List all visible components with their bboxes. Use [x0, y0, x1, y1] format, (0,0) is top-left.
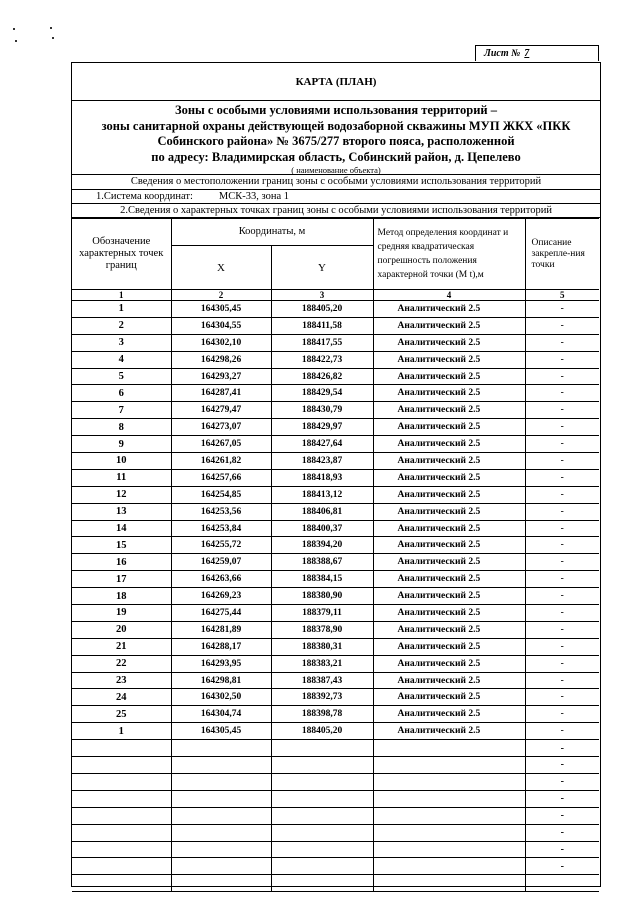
empty-cell [72, 807, 171, 824]
cell-point: 18 [72, 588, 171, 605]
empty-cell [171, 807, 271, 824]
cell-point: 1 [72, 723, 171, 740]
cell-desc: - [525, 655, 599, 672]
cell-method: Аналитический 2.5 [373, 469, 525, 486]
empty-table-row [72, 858, 599, 875]
cell-method: Аналитический 2.5 [373, 453, 525, 470]
coord-system-value: МСК-33, зона 1 [218, 191, 290, 202]
table-row [72, 571, 599, 588]
cell-method: Аналитический 2.5 [373, 638, 525, 655]
cell-method: Аналитический 2.5 [373, 655, 525, 672]
cell-desc: - [525, 469, 599, 486]
cell-y: 188388,67 [271, 554, 373, 571]
cell-desc: - [525, 790, 599, 807]
cell-point: 7 [72, 402, 171, 419]
cell-x: 164259,07 [171, 554, 271, 571]
cell-y: 188411,58 [271, 317, 373, 334]
cell-x: 164255,72 [171, 537, 271, 554]
cell-desc: - [525, 824, 599, 841]
cell-desc: - [525, 807, 599, 824]
cell-desc: - [525, 723, 599, 740]
cell-desc: - [525, 605, 599, 622]
empty-cell [373, 824, 525, 841]
cell-desc: - [525, 858, 599, 875]
header-y: Y [271, 246, 373, 290]
cell-point: 16 [72, 554, 171, 571]
sheet-number: 7 [524, 48, 530, 59]
cell-method: Аналитический 2.5 [373, 402, 525, 419]
cell-method: Аналитический 2.5 [373, 723, 525, 740]
empty-cell [72, 875, 171, 892]
sheet-label: Лист № [484, 48, 521, 59]
cell-method: Аналитический 2.5 [373, 588, 525, 605]
cell-method: Аналитический 2.5 [373, 706, 525, 723]
cell-method: Аналитический 2.5 [373, 436, 525, 453]
column-number: 1 [72, 290, 171, 301]
cell-y: 188379,11 [271, 605, 373, 622]
scan-speck [13, 28, 15, 30]
table-row [72, 419, 599, 436]
cell-desc: - [525, 621, 599, 638]
points-table [72, 218, 599, 892]
empty-cell [271, 858, 373, 875]
cell-method: Аналитический 2.5 [373, 317, 525, 334]
cell-desc [525, 875, 599, 892]
location-heading: Сведения о местоположении границ зоны с особыми условиями использования территорий [72, 175, 600, 190]
empty-cell [373, 858, 525, 875]
cell-point: 9 [72, 436, 171, 453]
cell-y: 188430,79 [271, 402, 373, 419]
cell-desc: - [525, 841, 599, 858]
empty-cell [72, 790, 171, 807]
points-table-body [72, 301, 599, 892]
table-row [72, 351, 599, 368]
cell-desc: - [525, 436, 599, 453]
cell-x: 164302,10 [171, 334, 271, 351]
table-row [72, 672, 599, 689]
table-row [72, 385, 599, 402]
cell-desc: - [525, 571, 599, 588]
cell-desc: - [525, 773, 599, 790]
table-row [72, 436, 599, 453]
cell-desc: - [525, 351, 599, 368]
cell-x: 164304,74 [171, 706, 271, 723]
cell-point: 15 [72, 537, 171, 554]
cell-method: Аналитический 2.5 [373, 672, 525, 689]
cell-x: 164304,55 [171, 317, 271, 334]
cell-method: Аналитический 2.5 [373, 486, 525, 503]
cell-point: 25 [72, 706, 171, 723]
cell-y: 188426,82 [271, 368, 373, 385]
empty-cell [373, 875, 525, 892]
empty-table-row [72, 790, 599, 807]
cell-method: Аналитический 2.5 [373, 385, 525, 402]
coord-system-label: 1.Система координат: [96, 191, 193, 202]
empty-cell [171, 757, 271, 774]
empty-cell [171, 740, 271, 757]
table-row [72, 301, 599, 318]
cell-y: 188427,64 [271, 436, 373, 453]
table-row [72, 368, 599, 385]
cell-y: 188400,37 [271, 520, 373, 537]
cell-y: 188398,78 [271, 706, 373, 723]
cell-y: 188392,73 [271, 689, 373, 706]
scan-speck [52, 37, 54, 39]
empty-cell [271, 740, 373, 757]
cell-point: 10 [72, 453, 171, 470]
empty-cell [271, 875, 373, 892]
header-x: X [171, 246, 271, 290]
cell-method: Аналитический 2.5 [373, 605, 525, 622]
header-method: Метод определения координат и средняя квадратическая погрешность положения характерной точки (М t),м [373, 219, 525, 290]
cell-desc: - [525, 453, 599, 470]
cell-method: Аналитический 2.5 [373, 334, 525, 351]
cell-x: 164275,44 [171, 605, 271, 622]
cell-y: 188380,90 [271, 588, 373, 605]
empty-cell [72, 858, 171, 875]
empty-cell [72, 740, 171, 757]
object-name-line: Зоны с особыми условиями использования территорий – [174, 103, 498, 117]
cell-point: 5 [72, 368, 171, 385]
scan-speck [50, 27, 52, 29]
sheet-number-box [475, 45, 599, 61]
cell-y: 188417,55 [271, 334, 373, 351]
empty-cell [271, 824, 373, 841]
empty-table-row [72, 773, 599, 790]
cell-y: 188422,73 [271, 351, 373, 368]
cell-desc: - [525, 486, 599, 503]
points-heading: 2.Сведения о характерных точках границ зоны с особыми условиями использования территорий [72, 204, 600, 218]
empty-cell [171, 841, 271, 858]
empty-cell [171, 875, 271, 892]
empty-table-row [72, 824, 599, 841]
table-row [72, 402, 599, 419]
cell-x: 164293,27 [171, 368, 271, 385]
table-row [72, 655, 599, 672]
empty-table-row [72, 841, 599, 858]
cell-point: 1 [72, 301, 171, 318]
cell-method: Аналитический 2.5 [373, 351, 525, 368]
cell-desc: - [525, 740, 599, 757]
cell-y: 188423,87 [271, 453, 373, 470]
cell-y: 188429,54 [271, 385, 373, 402]
cell-point: 24 [72, 689, 171, 706]
cell-point: 20 [72, 621, 171, 638]
cell-x: 164263,66 [171, 571, 271, 588]
cell-point: 3 [72, 334, 171, 351]
cell-desc: - [525, 419, 599, 436]
empty-cell [271, 757, 373, 774]
empty-cell [373, 773, 525, 790]
cell-desc: - [525, 520, 599, 537]
scan-speck [15, 40, 17, 42]
cell-method: Аналитический 2.5 [373, 571, 525, 588]
coord-system-row [72, 190, 600, 204]
cell-method: Аналитический 2.5 [373, 419, 525, 436]
cell-desc: - [525, 402, 599, 419]
table-row [72, 537, 599, 554]
cell-point: 2 [72, 317, 171, 334]
cell-method: Аналитический 2.5 [373, 301, 525, 318]
cell-y: 188387,43 [271, 672, 373, 689]
table-row [72, 469, 599, 486]
table-row [72, 621, 599, 638]
cell-desc: - [525, 537, 599, 554]
table-row [72, 520, 599, 537]
empty-cell [373, 790, 525, 807]
empty-cell [373, 740, 525, 757]
cell-desc: - [525, 588, 599, 605]
table-row [72, 334, 599, 351]
document-title: КАРТА (ПЛАН) [72, 63, 600, 101]
column-number: 3 [271, 290, 373, 301]
column-number: 4 [373, 290, 525, 301]
cell-x: 164269,23 [171, 588, 271, 605]
cell-x: 164287,41 [171, 385, 271, 402]
cell-x: 164298,26 [171, 351, 271, 368]
table-row [72, 605, 599, 622]
cell-method: Аналитический 2.5 [373, 621, 525, 638]
empty-table-row [72, 807, 599, 824]
cell-x: 164281,89 [171, 621, 271, 638]
table-row [72, 486, 599, 503]
empty-table-row [72, 875, 599, 892]
cell-desc: - [525, 638, 599, 655]
cell-point: 22 [72, 655, 171, 672]
table-row [72, 689, 599, 706]
empty-cell [271, 773, 373, 790]
empty-cell [171, 773, 271, 790]
empty-table-row [72, 757, 599, 774]
empty-cell [373, 807, 525, 824]
empty-cell [72, 773, 171, 790]
cell-point: 11 [72, 469, 171, 486]
cell-point: 21 [72, 638, 171, 655]
empty-cell [171, 858, 271, 875]
cell-x: 164293,95 [171, 655, 271, 672]
empty-table-row [72, 740, 599, 757]
table-row [72, 706, 599, 723]
cell-y: 188413,12 [271, 486, 373, 503]
cell-x: 164302,50 [171, 689, 271, 706]
cell-x: 164279,47 [171, 402, 271, 419]
empty-cell [171, 790, 271, 807]
cell-method: Аналитический 2.5 [373, 689, 525, 706]
cell-desc: - [525, 301, 599, 318]
header-designation: Обозначение характерных точек границ [72, 219, 171, 290]
cell-method: Аналитический 2.5 [373, 503, 525, 520]
cell-point: 12 [72, 486, 171, 503]
cell-x: 164273,07 [171, 419, 271, 436]
cell-x: 164257,66 [171, 469, 271, 486]
cell-point: 14 [72, 520, 171, 537]
empty-cell [271, 841, 373, 858]
table-row [72, 503, 599, 520]
cell-x: 164305,45 [171, 723, 271, 740]
cell-method: Аналитический 2.5 [373, 554, 525, 571]
cell-desc: - [525, 672, 599, 689]
cell-method: Аналитический 2.5 [373, 520, 525, 537]
cell-y: 188418,93 [271, 469, 373, 486]
cell-method: Аналитический 2.5 [373, 537, 525, 554]
cell-y: 188406,81 [271, 503, 373, 520]
cell-y: 188405,20 [271, 723, 373, 740]
cell-x: 164288,17 [171, 638, 271, 655]
cell-point: 19 [72, 605, 171, 622]
table-row [72, 453, 599, 470]
header-coordinates: Координаты, м [171, 219, 373, 246]
cell-desc: - [525, 317, 599, 334]
document-frame [71, 62, 601, 887]
cell-x: 164253,56 [171, 503, 271, 520]
cell-point: 4 [72, 351, 171, 368]
object-name-line: Собинского района» № 3675/277 второго пояса, расположенной [157, 134, 515, 148]
cell-desc: - [525, 334, 599, 351]
cell-point: 13 [72, 503, 171, 520]
empty-cell [72, 841, 171, 858]
cell-y: 188384,15 [271, 571, 373, 588]
cell-y: 188380,31 [271, 638, 373, 655]
cell-y: 188405,20 [271, 301, 373, 318]
empty-cell [171, 824, 271, 841]
table-row [72, 554, 599, 571]
table-row [72, 638, 599, 655]
cell-method: Аналитический 2.5 [373, 368, 525, 385]
cell-point: 17 [72, 571, 171, 588]
cell-point: 8 [72, 419, 171, 436]
cell-point: 23 [72, 672, 171, 689]
cell-desc: - [525, 706, 599, 723]
cell-x: 164261,82 [171, 453, 271, 470]
cell-desc: - [525, 689, 599, 706]
cell-desc: - [525, 385, 599, 402]
cell-y: 188394,20 [271, 537, 373, 554]
cell-point: 6 [72, 385, 171, 402]
cell-y: 188378,90 [271, 621, 373, 638]
cell-y: 188429,97 [271, 419, 373, 436]
empty-cell [271, 807, 373, 824]
object-name-caption: ( наименование объекта) [291, 165, 381, 175]
empty-cell [72, 757, 171, 774]
cell-x: 164253,84 [171, 520, 271, 537]
table-row [72, 723, 599, 740]
cell-desc: - [525, 368, 599, 385]
column-number: 5 [525, 290, 599, 301]
empty-cell [373, 757, 525, 774]
header-description: Описание закрепле-ния точки [525, 219, 599, 290]
cell-x: 164305,45 [171, 301, 271, 318]
cell-desc: - [525, 554, 599, 571]
empty-cell [373, 841, 525, 858]
object-name-line: по адресу: Владимирская область, Собинский район, д. Цепелево [151, 149, 521, 164]
cell-desc: - [525, 757, 599, 774]
cell-y: 188383,21 [271, 655, 373, 672]
empty-cell [72, 824, 171, 841]
object-name-line: зоны санитарной охраны действующей водозаборной скважины МУП ЖКХ «ПКК [101, 118, 571, 133]
table-row [72, 588, 599, 605]
table-row [72, 317, 599, 334]
object-name-block [72, 101, 600, 175]
cell-x: 164254,85 [171, 486, 271, 503]
column-number: 2 [171, 290, 271, 301]
cell-x: 164298,81 [171, 672, 271, 689]
cell-desc: - [525, 503, 599, 520]
empty-cell [271, 790, 373, 807]
cell-x: 164267,05 [171, 436, 271, 453]
